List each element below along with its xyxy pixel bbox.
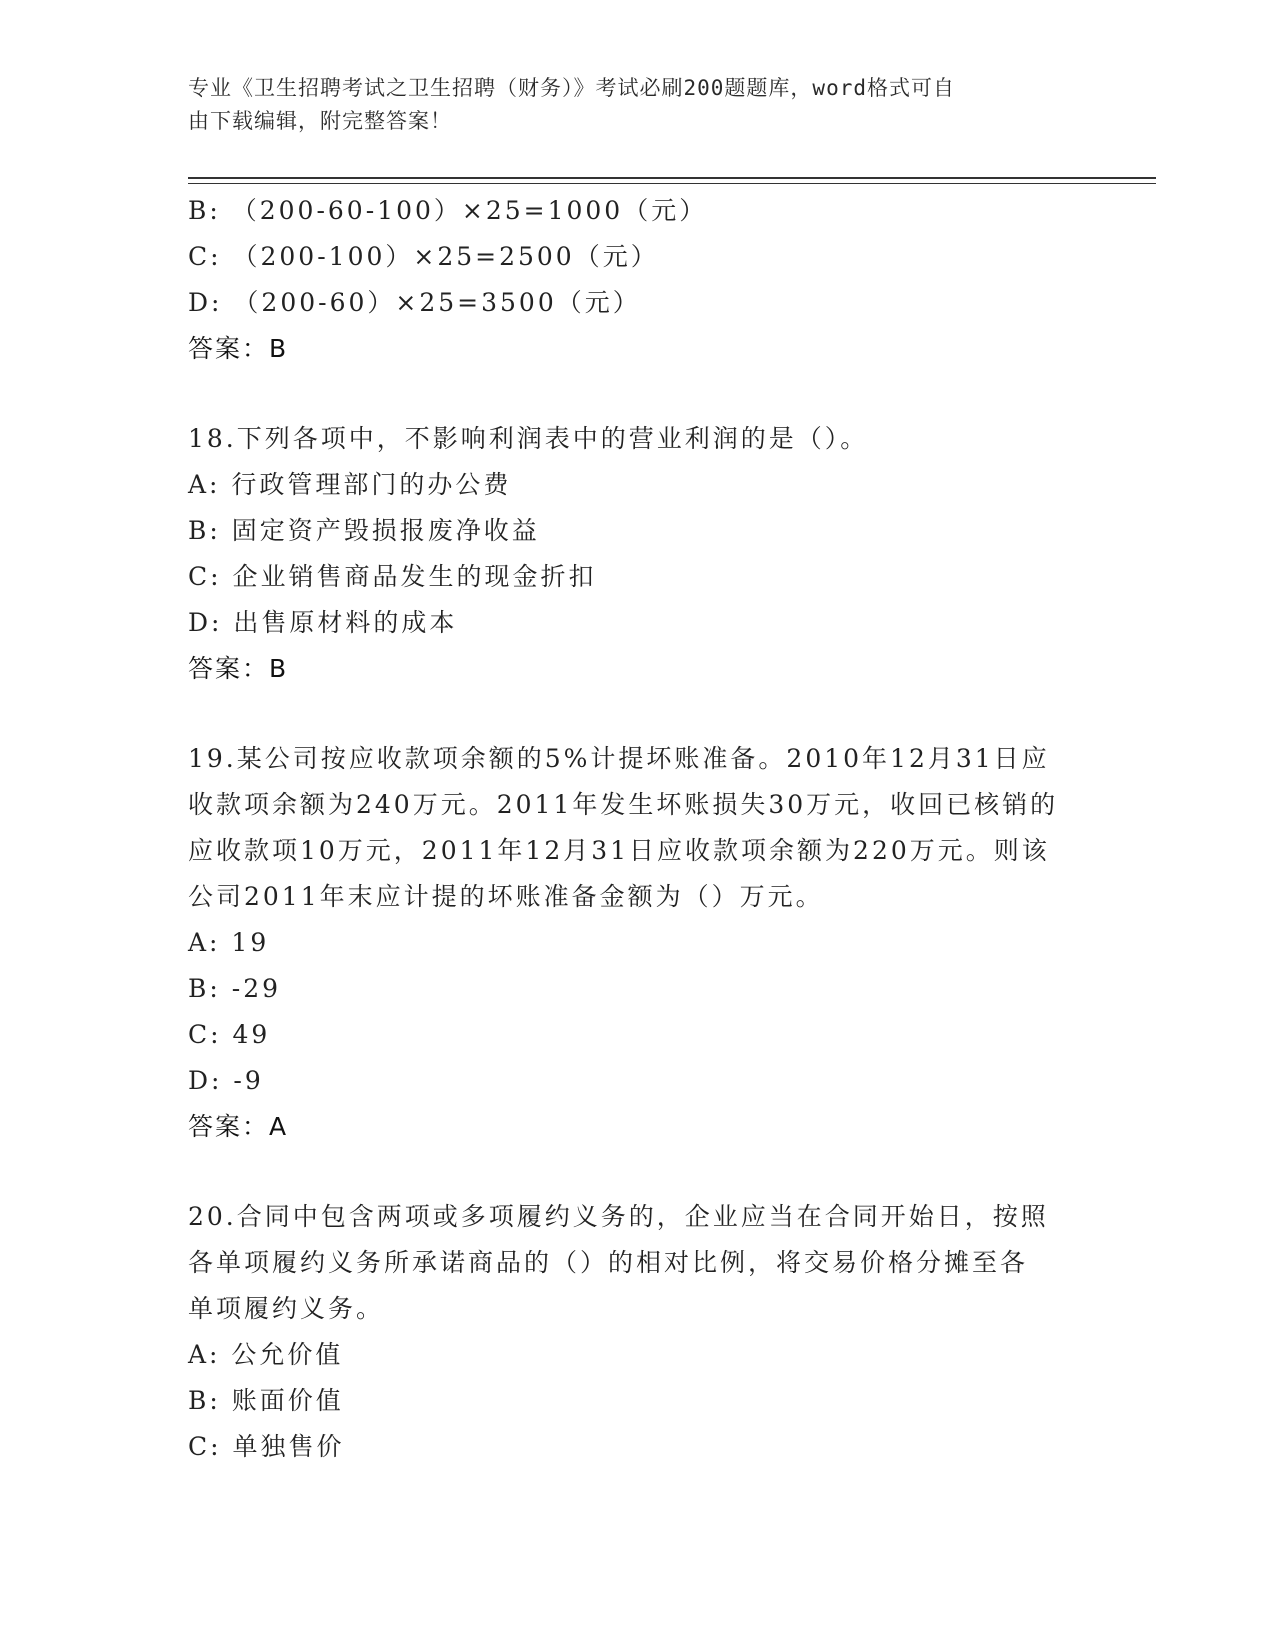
option-d: D: （200-60）×25=3500（元） xyxy=(188,288,641,317)
question-17-tail xyxy=(188,188,1088,372)
spacer xyxy=(188,1150,1088,1194)
question-stem-line-2: 各单项履约义务所承诺商品的（）的相对比例，将交易价格分摊至各 xyxy=(188,1248,1029,1277)
option-c: C: 企业销售商品发生的现金折扣 xyxy=(188,562,597,591)
option-c: C: 49 xyxy=(188,1020,271,1049)
question-stem-line-3: 单项履约义务。 xyxy=(188,1294,385,1323)
question-stem-line-1: 19.某公司按应收款项余额的5%计提坏账准备。2010年12月31日应 xyxy=(188,744,1050,773)
spacer xyxy=(188,692,1088,736)
question-stem: 18.下列各项中，不影响利润表中的营业利润的是（）。 xyxy=(188,424,869,453)
question-stem-line-1: 20.合同中包含两项或多项履约义务的，企业应当在合同开始日，按照 xyxy=(188,1202,1049,1231)
page-header xyxy=(188,72,1068,138)
answer: 答案：A xyxy=(188,1112,289,1141)
question-19 xyxy=(188,736,1088,1150)
question-stem-line-3: 应收款项10万元，2011年12月31日应收款项余额为220万元。则该 xyxy=(188,836,1050,865)
question-18 xyxy=(188,416,1088,692)
header-divider-thick xyxy=(188,177,1156,179)
option-d: D: 出售原材料的成本 xyxy=(188,608,458,637)
option-c: C: （200-100）×25=2500（元） xyxy=(188,242,659,271)
option-a: A: 行政管理部门的办公费 xyxy=(188,470,512,499)
question-20 xyxy=(188,1194,1088,1470)
option-b: B: 账面价值 xyxy=(188,1386,344,1415)
answer: 答案：B xyxy=(188,654,289,683)
answer: 答案：B xyxy=(188,334,289,363)
option-b: B: 固定资产毁损报废净收益 xyxy=(188,516,540,545)
option-a: A: 19 xyxy=(188,928,270,957)
header-line-1: 专业《卫生招聘考试之卫生招聘（财务）》考试必刷200题题库，word格式可自 xyxy=(188,76,955,100)
option-c: C: 单独售价 xyxy=(188,1432,345,1461)
question-stem-line-2: 收款项余额为240万元。2011年发生坏账损失30万元，收回已核销的 xyxy=(188,790,1059,819)
question-stem-line-4: 公司2011年末应计提的坏账准备金额为（）万元。 xyxy=(188,882,824,911)
option-b: B: （200-60-100）×25=1000（元） xyxy=(188,196,708,225)
header-line-2: 由下载编辑，附完整答案！ xyxy=(188,109,452,133)
option-a: A: 公允价值 xyxy=(188,1340,344,1369)
option-b: B: -29 xyxy=(188,974,281,1003)
question-content xyxy=(188,188,1088,1470)
spacer xyxy=(188,372,1088,416)
option-d: D: -9 xyxy=(188,1066,264,1095)
header-divider-thin xyxy=(188,183,1156,184)
